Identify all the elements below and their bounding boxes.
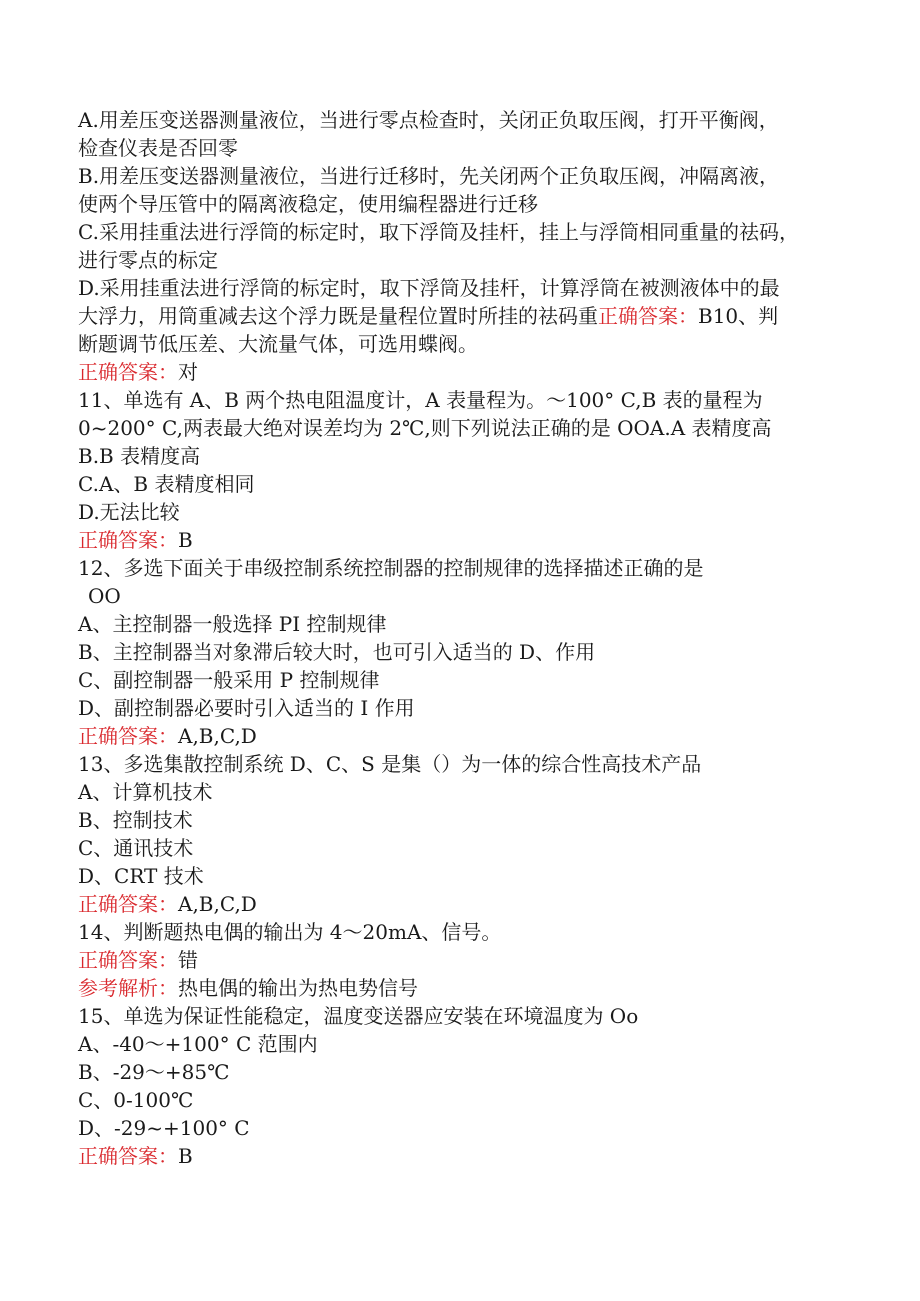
text-line: 15、单选为保证性能稳定，温度变送器应安装在环境温度为 Oo <box>78 1004 639 1028</box>
text-segment: B10、判 <box>698 304 779 328</box>
answer-value: 对 <box>178 360 198 384</box>
text-line: D.采用挂重法进行浮筒的标定时，取下浮筒及挂杆，计算浮筒在被测液体中的最 <box>78 276 780 300</box>
answer-line <box>78 890 848 918</box>
text-line: OO <box>88 584 121 608</box>
text-line: A.用差压变送器测量液位，当进行零点检查时，关闭正负取压阀，打开平衡阀， <box>78 108 779 132</box>
text-line: C、副控制器一般采用 P 控制规律 <box>78 668 380 692</box>
answer-label: 正确答案： <box>78 528 178 552</box>
text-line: D、-29~+100° C <box>78 1116 250 1140</box>
answer-value: B <box>178 1144 193 1168</box>
text-line: A、计算机技术 <box>78 780 213 804</box>
text-line: D、副控制器必要时引入适当的 I 作用 <box>78 696 415 720</box>
answer-value: B <box>178 528 193 552</box>
text-line: A、主控制器一般选择 PI 控制规律 <box>78 612 387 636</box>
text-line: D.无法比较 <box>78 500 180 524</box>
answer-line <box>78 1142 848 1170</box>
answer-value: 热电偶的输出为热电势信号 <box>178 976 418 1000</box>
text-line: B.B 表精度高 <box>78 444 201 468</box>
text-line: C、0-100℃ <box>78 1088 194 1112</box>
text-line: 0~200° C,两表最大绝对误差均为 2℃,则下列说法正确的是 OOA.A 表精度高 <box>78 416 772 440</box>
answer-value: A,B,C,D <box>178 724 257 748</box>
answer-line <box>78 974 848 1002</box>
answer-label: 正确答案： <box>78 724 178 748</box>
text-line: D、CRT 技术 <box>78 864 204 888</box>
mixed-line <box>78 302 848 330</box>
text-segment: 大浮力，用筒重减去这个浮力既是量程位置时所挂的祛码重 <box>78 304 598 328</box>
text-line: 断题调节低压差、大流量气体，可选用蝶阀。 <box>78 332 478 356</box>
text-line: 13、多选集散控制系统 D、C、S 是集（）为一体的综合性高技术产品 <box>78 752 702 776</box>
answer-line <box>78 946 848 974</box>
document-body <box>78 106 848 1170</box>
text-line: C、通讯技术 <box>78 836 194 860</box>
text-line: 进行零点的标定 <box>78 248 218 272</box>
text-line: 11、单选有 A、B 两个热电阻温度计，A 表量程为。～100° C,B 表的量程为 <box>78 388 763 412</box>
text-line: B、主控制器当对象滞后较大时，也可引入适当的 D、作用 <box>78 640 596 664</box>
answer-label: 正确答案： <box>78 892 178 916</box>
text-line: B、-29～+85℃ <box>78 1060 230 1084</box>
answer-label: 正确答案： <box>78 360 178 384</box>
answer-label: 正确答案： <box>78 948 178 972</box>
text-line: 使两个导压管中的隔离液稳定，使用编程器进行迁移 <box>78 192 538 216</box>
text-line: C.采用挂重法进行浮筒的标定时，取下浮筒及挂杆，挂上与浮筒相同重量的祛码， <box>78 220 799 244</box>
text-line: C.A、B 表精度相同 <box>78 472 255 496</box>
answer-line <box>78 722 848 750</box>
answer-line <box>78 358 848 386</box>
text-line: 14、判断题热电偶的输出为 4～20mA、信号。 <box>78 920 502 944</box>
text-line: 检查仪表是否回零 <box>78 136 238 160</box>
answer-label: 参考解析： <box>78 976 178 1000</box>
text-line: B、控制技术 <box>78 808 193 832</box>
answer-value: A,B,C,D <box>178 892 257 916</box>
answer-value: 错 <box>178 948 198 972</box>
text-line: A、-40～+100° C 范围内 <box>78 1032 318 1056</box>
text-line: 12、多选下面关于串级控制系统控制器的控制规律的选择描述正确的是 <box>78 556 704 580</box>
answer-line <box>78 526 848 554</box>
answer-label: 正确答案： <box>78 1144 178 1168</box>
answer-label: 正确答案： <box>598 304 698 328</box>
text-line: B.用差压变送器测量液位，当进行迁移时，先关闭两个正负取压阀，冲隔离液， <box>78 164 780 188</box>
